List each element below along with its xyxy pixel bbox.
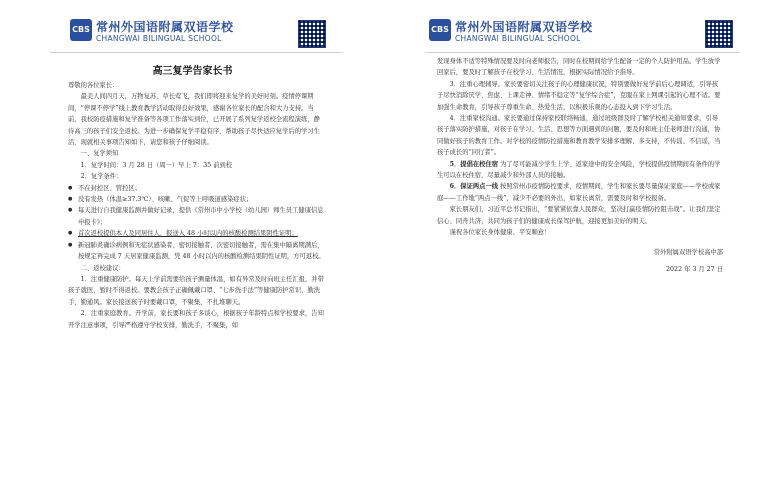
document-title: 高三复学告家长书 <box>152 66 233 77</box>
right-page <box>385 0 770 483</box>
school-name-en: CHANGWAI BILINGUAL SCHOOL <box>96 34 222 43</box>
school-logo: CBS <box>70 19 92 41</box>
item-text: 为了尽可能减少学生上学、返家途中的安全风险，学校提倡疫情期间有条件的学生可以在校住宿，尽量减少和外部人员的接触。 <box>437 160 721 180</box>
continued-paragraph: 发现身体不适等特殊情况要及时向老师报告，同时在校期间给学生配备一定的个人防护用品。学生放学回家后，要及时了解孩子在校学习、生活情况，根据实际情况给予指导。 <box>437 58 721 77</box>
school-logo: CBS <box>429 19 451 41</box>
header-divider <box>50 52 343 53</box>
list-item: 2．复学条件： <box>80 173 123 181</box>
item-label: 6．保证两点一线 <box>449 183 499 191</box>
section-heading: 二、返校建议： <box>80 264 125 272</box>
bullet-item: ● 每天进行自我健康监测并做好记录，提供《常州市中小学校（幼儿园）师生员工健康信息申报卡》； <box>68 205 326 228</box>
list-item: 2．注重家庭教育。开学前，家长要和孩子多谈心，根据孩子年龄特点和学校要求，告知开学注意事项，引导严格遵守学校安排，勤洗手，不聚集，如 <box>68 310 324 329</box>
greeting: 尊敬的各位家长： <box>68 82 119 89</box>
intro-paragraph: 最美人间四月天，万物复苏，草长莺飞，我们即将迎来复学的美好时刻。疫情停课期间，“停课不停学”线上教育教学活动取得良好效果，感谢各位家长的配合和大力支持。当前，我校防疫措施和复学准备等各项工作落实到位，已开展了系列复学返校全流程演练，静待高三的孩子们安全返校。为进一步确保复学平稳有序，帮助孩子尽快适应复学后的学习生活，现就相关事项告知如下，请您和孩子仔细阅读。 <box>68 93 320 147</box>
closing-paragraph: 家长朋友们，习近平总书记指出，“要紧紧依靠人民群众，坚决打赢疫情防控阻击战”。让我们坚定信心、同舟共济，共同为孩子们的健康成长保驾护航，迎接更加美好的明天。 <box>437 206 721 225</box>
bullet-item: ● 没有发热（体温≥37.3℃）、咳嗽、气促等上呼吸道感染症状； <box>68 194 326 205</box>
left-body <box>68 80 326 331</box>
section-heading: 一、复学须知 <box>80 150 119 158</box>
bullet-item: ● 不在封控区、管控区； <box>68 183 326 194</box>
list-item <box>437 181 723 204</box>
bullet-item: ● 首次返校提供本人及同居住人，报送入 48 小时以内的核酸检测结果阴性证明； <box>68 228 326 239</box>
date: 2022 年 3 月 27 日 <box>666 266 723 274</box>
item-text: 按照常州市疫情防控要求，疫情期间，学生和家长要尽量保证家庭——学校或家庭——工作地“两点一线”，减少不必要的外出，如家长离常，需要及时和学校报备。 <box>437 183 721 202</box>
item-label: 5．提倡在校住宿 <box>449 160 499 168</box>
right-body <box>437 56 723 282</box>
school-name-cn: 常州外国语附属双语学校 <box>96 20 234 34</box>
school-header <box>429 16 689 50</box>
header-divider <box>425 52 740 53</box>
school-name-en: CHANGWAI BILINGUAL SCHOOL <box>455 34 581 43</box>
list-item: 4．注重家校沟通。家长要通过保持家校联络畅通，通过班级群及时了解学校相关通知要求，引导孩子落实防护措施，对孩子在学习、生活、思想等方面遇到的问题，要及时和班主任老师进行沟通，协同做好孩子的教育工作。对学校的疫情防控措施和教育教学安排多理解、多支持，不传谣、不信谣，当孩子成长的“同行者”。 <box>437 115 721 157</box>
list-item <box>437 159 723 182</box>
bullet-item: ● 新冠肺炎确诊病例和无症状感染者、密切接触者、次密切接触者，需在集中隔离期满后，按规定再完成 7 天居家健康监测，凭 48 小时以内的核酸检测结果阴性证明，方可返校。 <box>68 240 326 263</box>
list-item: 3．注重心理辅导。家长要密切关注孩子的心理健康状况，特别要做好复学前后心理调适，引导孩子尽快消除厌学、焦虑、上课走神、情绪不稳定等“复学综合症”，克服在家上网课引起的心理不适。要加强生命教育，引导孩子尊重生命、热爱生活，以积极乐观的心态投入到下学习生活。 <box>437 80 721 111</box>
school-header <box>70 16 330 50</box>
signature: 常外附属双语学校高中部 <box>653 248 723 256</box>
list-item: 1．复学时间：3 月 28 日（周一）早上 7：35 前到校 <box>80 161 232 169</box>
qr-code-icon <box>298 20 326 48</box>
qr-code-icon <box>705 20 733 48</box>
list-item: 1．注重健康防护。每天上学前需要给孩子测量体温，如有异常及时向班主任汇报，并带孩子就医，暂时不得返校。要教会孩子正确佩戴口罩、“七步洗手法”等健康防护常识，勤洗手、勤通风。家长接送孩子时要戴口罩，不聚集，不扎堆聊天。 <box>68 275 324 306</box>
closing-wish: 谨祝各位家长身体健康、平安顺意！ <box>449 229 551 237</box>
school-name-cn: 常州外国语附属双语学校 <box>455 20 593 34</box>
